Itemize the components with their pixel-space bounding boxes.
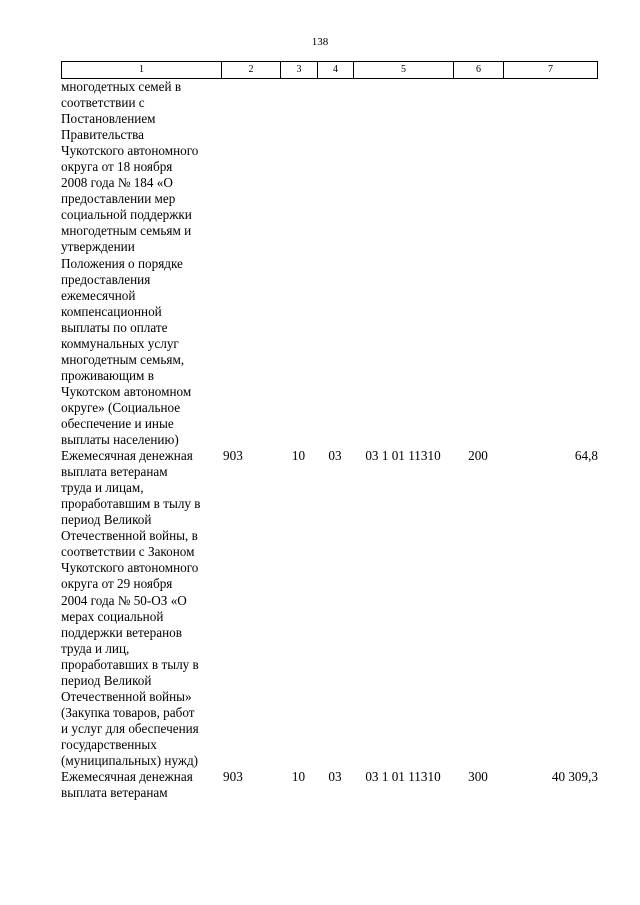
- column-header-6: 6: [453, 62, 503, 78]
- table-body: [61, 79, 598, 801]
- column-header-5: 5: [353, 62, 453, 78]
- row-expense-type: 300: [468, 769, 488, 785]
- row-description: Ежемесячная денежная выплата ветеранам труда и лицам, проработавшим в тылу в период Великой Отечественной войны, в соответствии с Законом Чукотского автономного округа от 29 ноября 2004 года № 50-ОЗ «О мерах социальной поддержки ветеранов труда и лиц, проработавших в тылу в период Великой Отечественной войны» (Закупка товаров, работ и услуг для обеспечения государственных (муниципальных) нужд): [61, 448, 201, 768]
- row-subsection: 03: [328, 448, 342, 464]
- row-code: 903: [223, 769, 243, 785]
- row-description: многодетных семей в соответствии с Постановлением Правительства Чукотского автономного округа от 18 ноября 2008 года № 184 «О предоставлении мер социальной поддержки многодетным семьям и утверждении Положения о порядке предоставления ежемесячной компенсационной выплаты по оплате коммунальных услуг многодетным семьям, проживающим в Чукотском автономном округе» (Социальное обеспечение и иные выплаты населению): [61, 79, 199, 448]
- table-header: [61, 61, 598, 79]
- column-header-3: 3: [280, 62, 317, 78]
- row-subsection: 03: [328, 769, 342, 785]
- row-section: 10: [291, 448, 306, 464]
- row-amount: 40 309,3: [551, 769, 598, 785]
- table-row: [61, 79, 598, 448]
- row-description: Ежемесячная денежная выплата ветеранам: [61, 769, 193, 801]
- column-header-2: 2: [221, 62, 280, 78]
- table-row: [61, 769, 598, 801]
- column-header-4: 4: [317, 62, 353, 78]
- column-header-1: 1: [61, 62, 221, 78]
- row-code: 903: [223, 448, 243, 464]
- column-header-7: 7: [503, 62, 598, 78]
- page-number: 138: [311, 36, 329, 48]
- row-amount: 64,8: [574, 448, 598, 464]
- row-target-article: 03 1 01 11310: [365, 769, 441, 785]
- row-expense-type: 200: [468, 448, 488, 464]
- table-row: [61, 448, 598, 769]
- row-target-article: 03 1 01 11310: [365, 448, 441, 464]
- row-section: 10: [291, 769, 306, 785]
